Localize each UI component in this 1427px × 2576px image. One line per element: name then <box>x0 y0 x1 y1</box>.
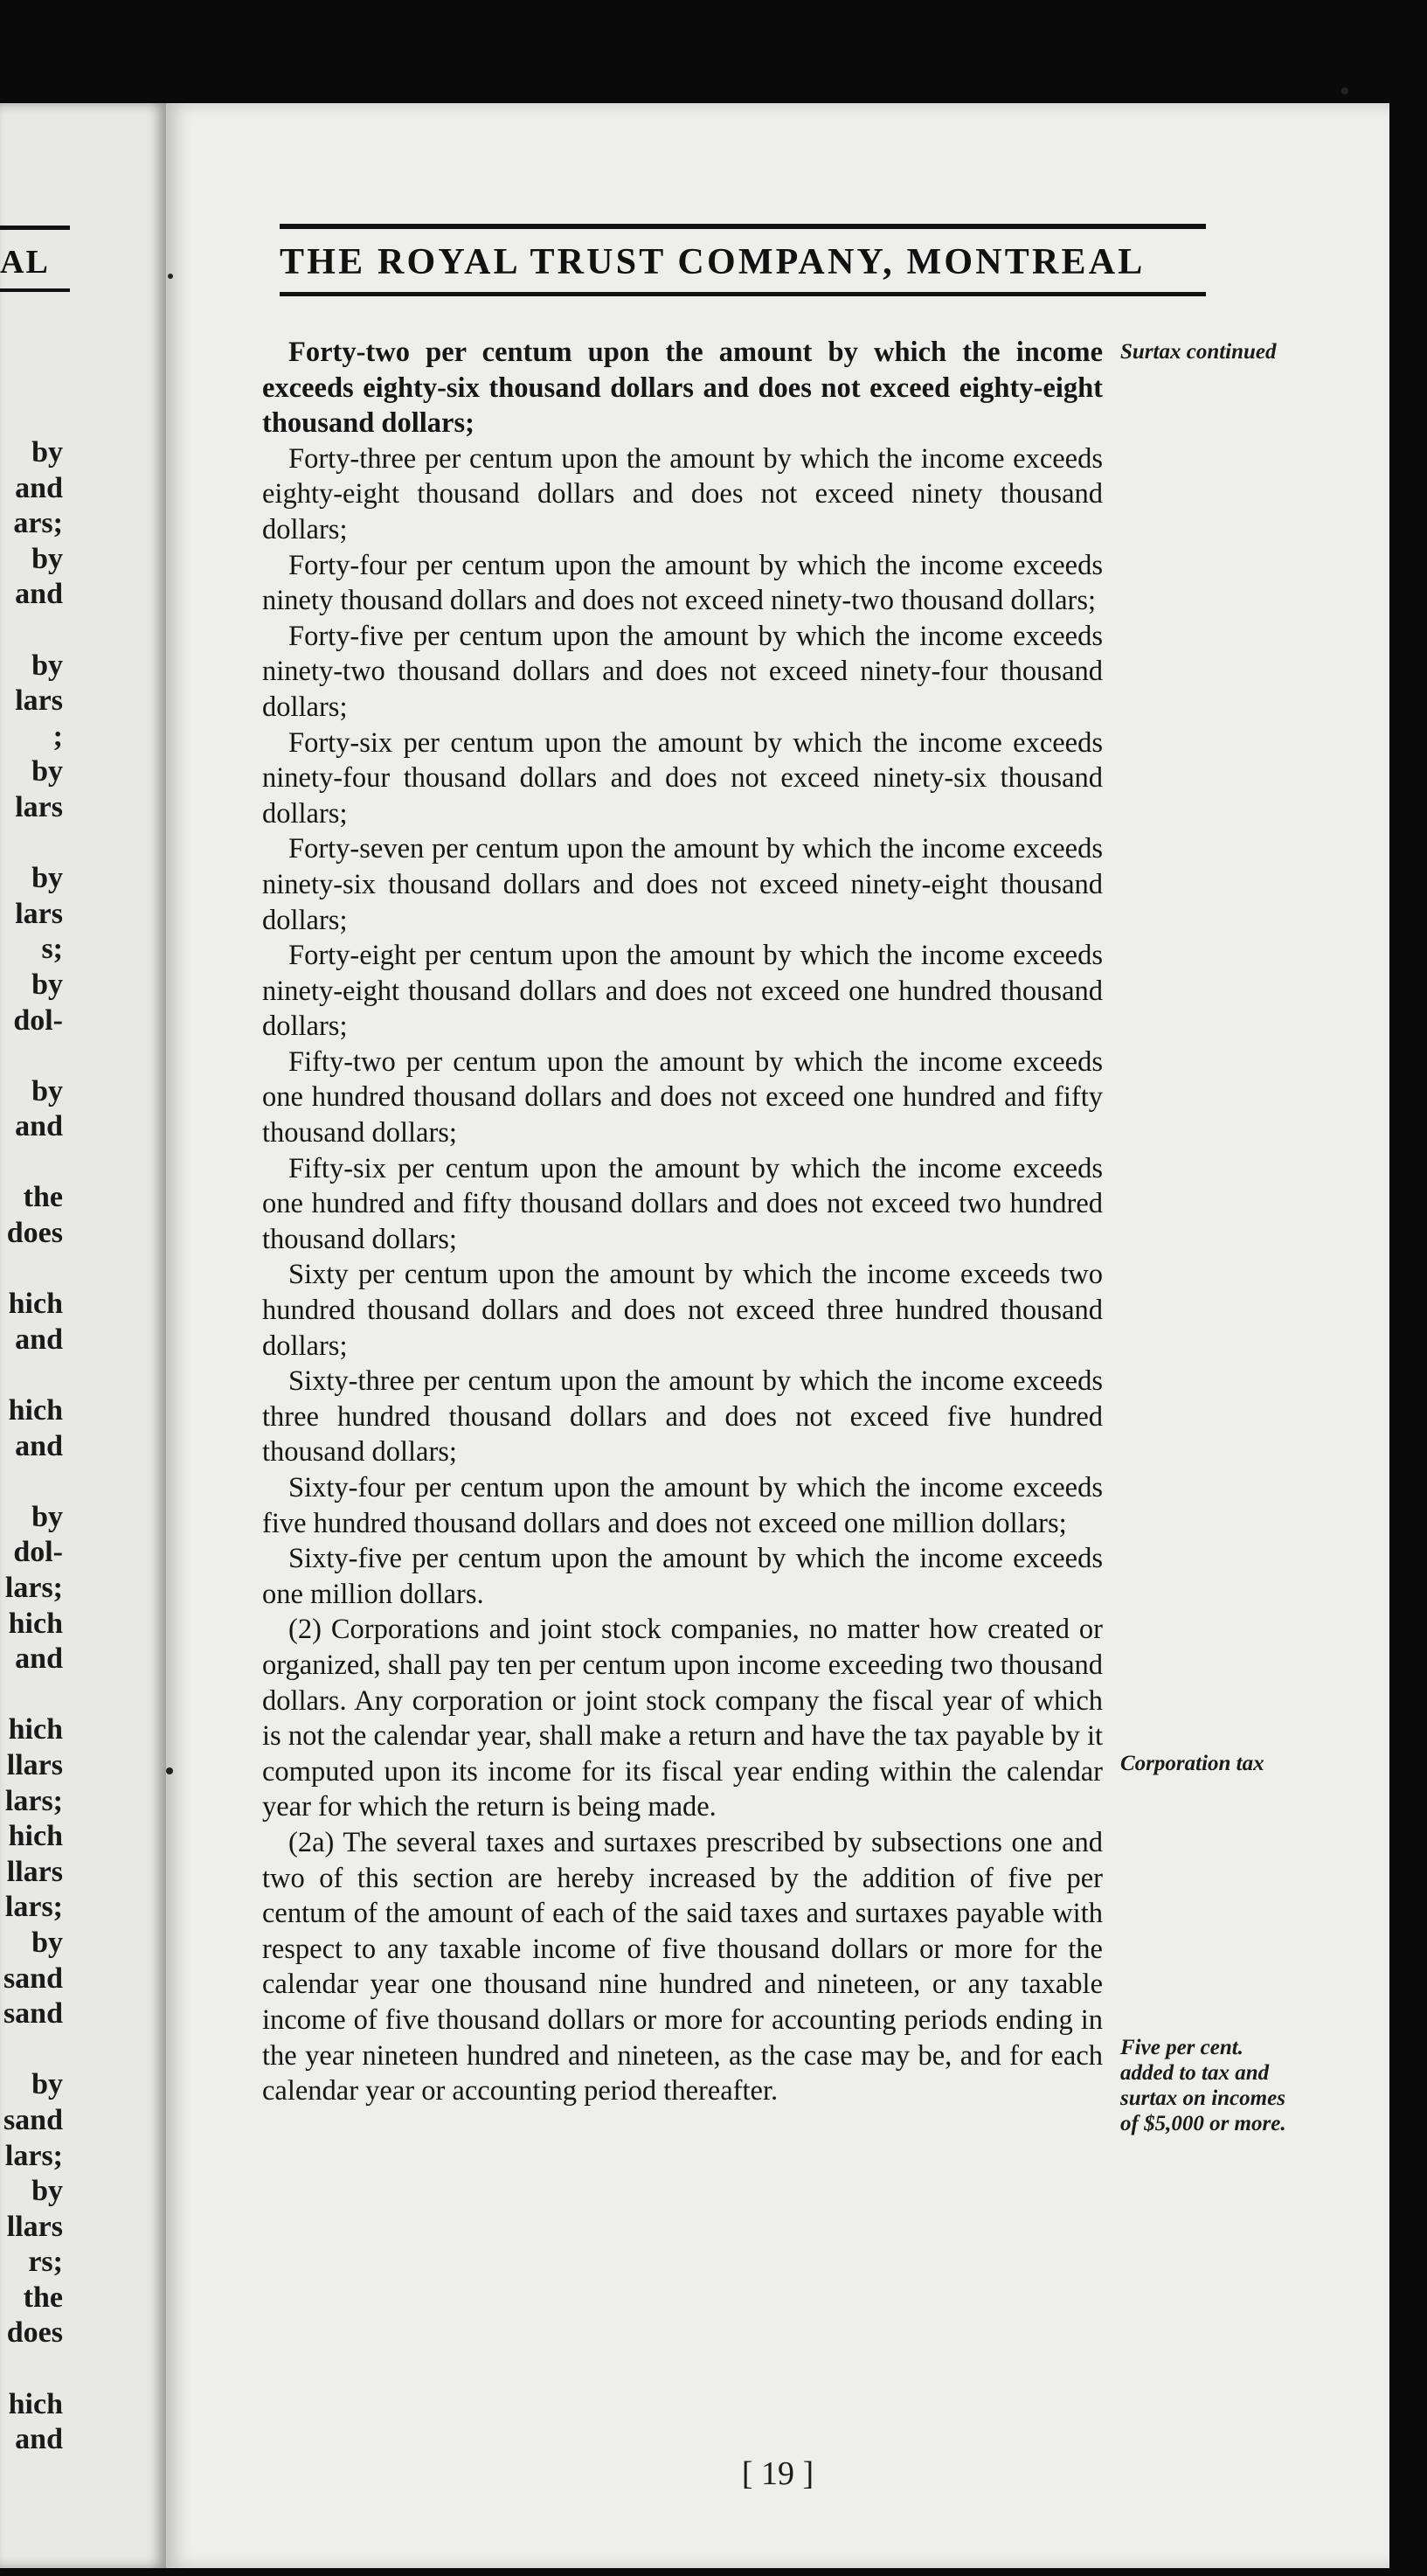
paragraph: Forty-eight per centum upon the amount by which the income exceeds ninety-eight thousand dollars and does not exceed one hundred thousand dollars; <box>262 940 1103 1043</box>
left-line-fragment: hich <box>8 2387 63 2420</box>
left-line-fragment <box>0 613 63 649</box>
left-line-fragment: hich <box>8 1288 63 1321</box>
left-line-fragment: and <box>15 578 63 611</box>
left-line-fragment: lars; <box>4 1784 63 1817</box>
paragraph: Forty-four per centum upon the amount by which the income exceeds ninety thousand dollars and does not exceed ninety-two thousand dollars; <box>262 549 1103 617</box>
paragraph-surtax-increase: (2a) The several taxes and surtaxes prescribed by subsections one and two of this section are hereby increased by the addition of five per centum of the amount of each of the said taxes and surtaxes payable with respect to any taxable income of five thousand dollars or more for the calendar year one thousand nine hundred and nineteen, or any taxable income of five thousand dollars or more for accounting periods ending in the year nineteen hundred and nineteen, as the case may be, and for each calendar year or accounting period thereafter. <box>262 1826 1103 2107</box>
left-line-fragment: lars <box>15 684 63 718</box>
left-line-fragment: by <box>31 1500 63 1533</box>
left-line-fragment: llars <box>6 1855 63 1888</box>
left-header-rule-top <box>0 226 70 230</box>
left-line-fragment: by <box>31 649 63 682</box>
left-line-fragment: by <box>31 968 63 1001</box>
left-line-fragment: sand <box>3 1962 63 1995</box>
scan-speck <box>168 274 173 279</box>
paragraph: Forty-five per centum upon the amount by which the income exceeds ninety-two thousand dollars and does not exceed ninety-four thousand dollars; <box>262 620 1103 723</box>
left-line-fragment: rs; <box>28 2246 63 2279</box>
left-line-fragment <box>0 1038 63 1074</box>
left-line-fragment: by <box>31 1926 63 1959</box>
left-line-fragment: does <box>6 2316 63 2350</box>
left-line-fragment <box>0 1464 63 1500</box>
paragraph: Sixty-four per centum upon the amount by which the income exceeds five hundred thousand dollars and does not exceed one million dollars; <box>262 1472 1103 1539</box>
left-line-fragment: by <box>31 2175 63 2208</box>
document-page <box>166 103 1389 2568</box>
left-line-fragment: does <box>6 1217 63 1250</box>
left-line-fragment: hich <box>8 1607 63 1640</box>
left-line-fragment: by <box>31 436 63 469</box>
left-line-fragment <box>0 826 63 862</box>
left-line-fragment: llars <box>6 2210 63 2243</box>
left-line-fragment: by <box>31 862 63 895</box>
margin-note-corporation-tax: Corporation tax <box>1120 1752 1264 1775</box>
paragraph: Forty-three per centum upon the amount by which the income exceeds eighty-eight thousand dollars and does not exceed ninety thousand dollars; <box>262 442 1103 545</box>
left-line-fragment: by <box>31 1074 63 1107</box>
left-line-fragment: dol- <box>13 1003 63 1037</box>
left-line-fragment: and <box>15 2423 63 2456</box>
left-line-fragment: the <box>23 2281 63 2314</box>
left-line-fragment <box>0 2351 63 2387</box>
paragraph: Sixty-three per centum upon the amount by which the income exceeds three hundred thousand dollars and does not exceed five hundred thousand dollars; <box>262 1365 1103 1469</box>
left-line-fragment: and <box>15 1429 63 1462</box>
header-rule-top <box>280 224 1206 229</box>
left-page-line-fragments <box>0 435 63 2458</box>
margin-note-surtax: Surtax continued <box>1120 340 1277 364</box>
left-line-fragment: by <box>31 755 63 788</box>
running-head: THE ROYAL TRUST COMPANY, MONTREAL <box>280 242 1146 282</box>
left-line-fragment: ars; <box>13 507 63 540</box>
page-number: [ 19 ] <box>741 2455 814 2492</box>
previous-page-edge <box>0 103 166 2568</box>
left-line-fragment: s; <box>41 933 63 966</box>
left-line-fragment: hich <box>8 1820 63 1853</box>
left-line-fragment: hich <box>8 1713 63 1746</box>
paragraph: Fifty-six per centum upon the amount by which the income exceeds one hundred and fifty thousand dollars and does not exceed two hundred thousand dollars; <box>262 1152 1103 1255</box>
left-line-fragment <box>0 1677 63 1713</box>
left-line-fragment: and <box>15 1642 63 1676</box>
left-line-fragment: and <box>15 1110 63 1143</box>
scan-speck <box>1341 87 1348 94</box>
left-line-fragment: sand <box>3 2103 63 2136</box>
left-line-fragment: the <box>23 1181 63 1214</box>
left-line-fragment: ; <box>52 719 63 753</box>
left-line-fragment <box>0 2032 63 2068</box>
left-header-fragment: AL <box>0 244 50 281</box>
body-text <box>262 335 1103 2109</box>
paragraph: Sixty-five per centum upon the amount by which the income exceeds one million dollars. <box>262 1543 1103 1610</box>
paragraph-corporations: (2) Corporations and joint stock companies, no matter how created or organized, shall pay ten per centum upon income exceeding two thousand dollars. Any corporation or joint stock company the fiscal year of which is not the calendar year, shall make a return and have the tax payable by it computed upon its income for its fiscal year ending within the calendar year for which the return is being made. <box>262 1614 1103 1823</box>
left-line-fragment <box>0 1252 63 1288</box>
left-line-fragment: lars; <box>4 1572 63 1604</box>
paragraph: Forty-two per centum upon the amount by which the income exceeds eighty-six thousand dollars and does not exceed eighty-eight thousand dollars; <box>262 337 1103 440</box>
paragraph: Fifty-two per centum upon the amount by which the income exceeds one hundred thousand dollars and does not exceed one hundred and fifty thousand dollars; <box>262 1045 1103 1149</box>
left-line-fragment: by <box>31 542 63 575</box>
left-line-fragment: lars; <box>4 1891 63 1924</box>
left-line-fragment: llars <box>6 1748 63 1781</box>
scan-speck <box>166 1767 173 1774</box>
left-line-fragment: and <box>15 1323 63 1356</box>
margin-note-five-per-cent: Five per cent. added to tax and surtax on incomes of $5,000 or more. <box>1120 2036 1286 2135</box>
left-header-rule-bottom <box>0 288 70 292</box>
paragraph: Sixty per centum upon the amount by which the income exceeds two hundred thousand dollars and does not exceed three hundred thousand dollars; <box>262 1259 1103 1362</box>
left-line-fragment: sand <box>3 1997 63 2031</box>
header-rule-bottom <box>280 292 1206 296</box>
paragraph: Forty-six per centum upon the amount by which the income exceeds ninety-four thousand dollars and does not exceed ninety-six thousand dollars; <box>262 726 1103 830</box>
left-line-fragment: dol- <box>13 1536 63 1569</box>
left-line-fragment: hich <box>8 1394 63 1427</box>
left-line-fragment: by <box>31 2068 63 2101</box>
left-line-fragment <box>0 1145 63 1181</box>
left-line-fragment: lars; <box>4 2139 63 2172</box>
left-line-fragment: lars <box>15 790 63 823</box>
left-line-fragment: lars <box>15 897 63 930</box>
paragraph: Forty-seven per centum upon the amount by which the income exceeds ninety-six thousand dollars and does not exceed ninety-eight thousand dollars; <box>262 833 1103 936</box>
left-line-fragment <box>0 1357 63 1393</box>
left-line-fragment: and <box>15 471 63 504</box>
